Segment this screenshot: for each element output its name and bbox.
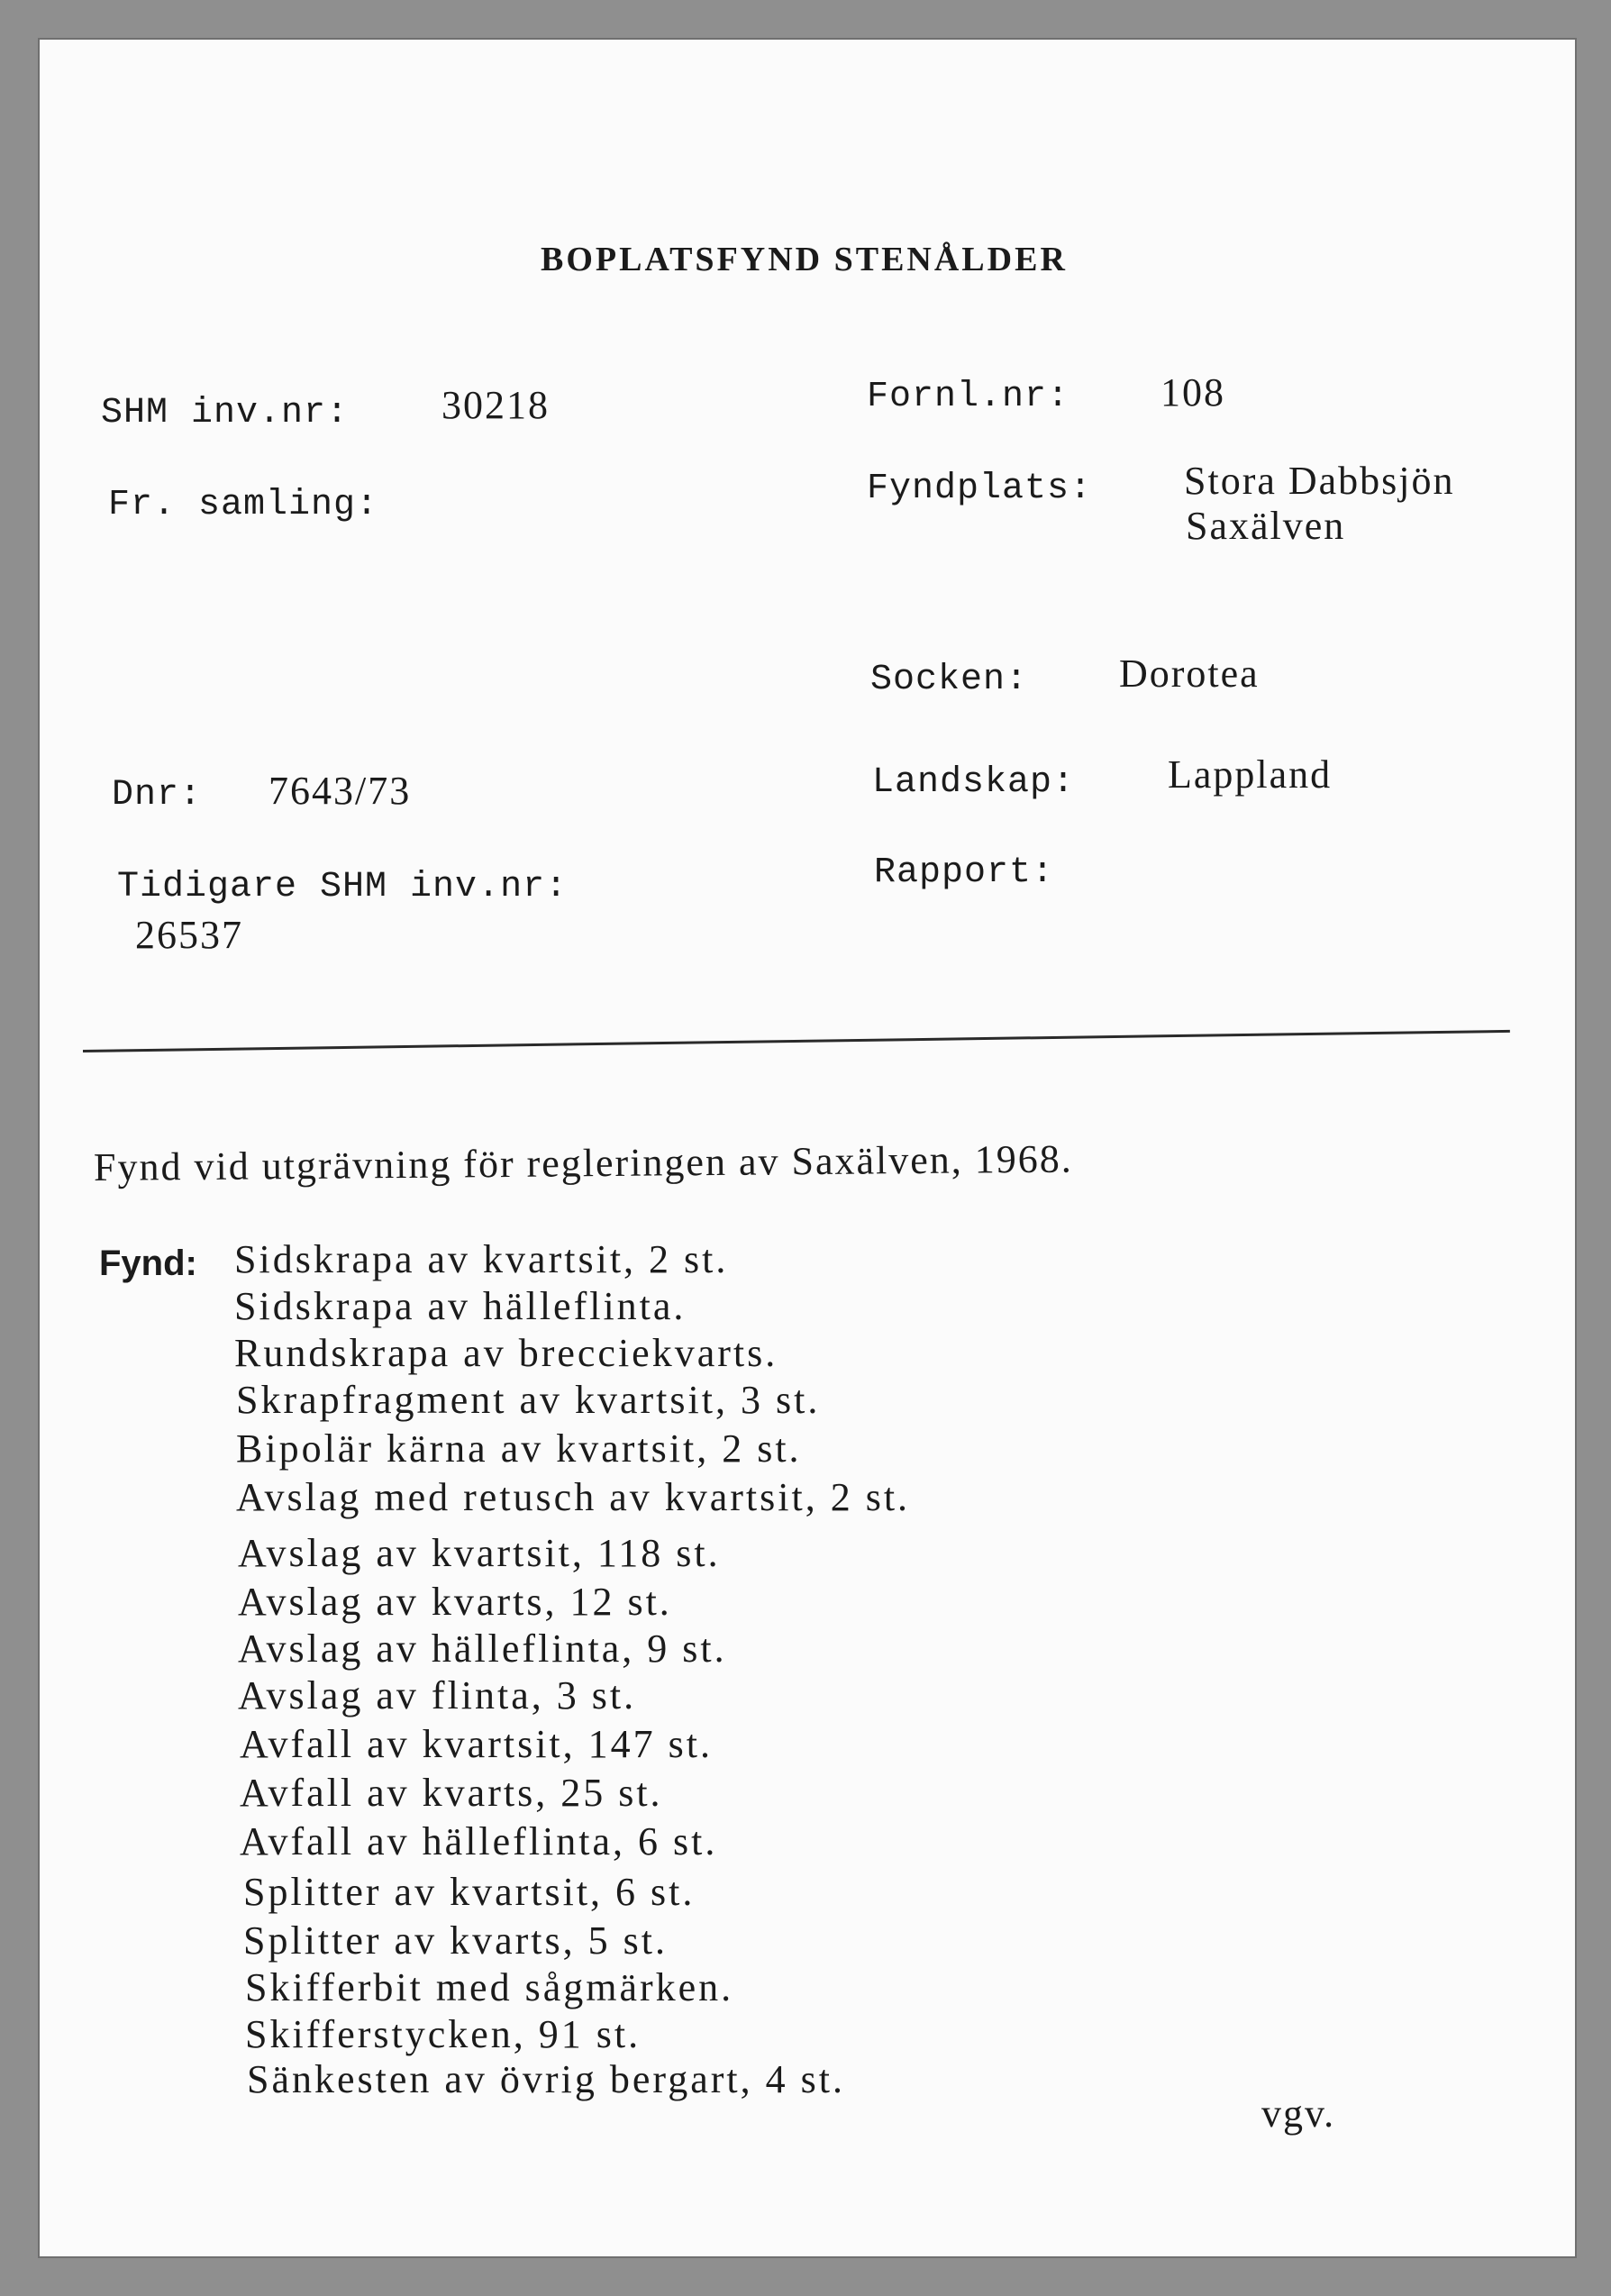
rapport-label: Rapport: — [874, 852, 1055, 893]
dnr-value: 7643/73 — [268, 769, 412, 813]
list-item: Avslag med retusch av kvartsit, 2 st. — [236, 1475, 911, 1519]
list-item: Avfall av hälleflinta, 6 st. — [240, 1819, 718, 1863]
fyndplats-line2: Saxälven — [1186, 504, 1346, 548]
shm-inv-label: SHM inv.nr: — [101, 393, 350, 433]
fynd-label: Fynd: — [99, 1244, 197, 1283]
socken-value: Dorotea — [1119, 651, 1260, 696]
list-item: Avslag av kvarts, 12 st. — [238, 1580, 672, 1624]
list-item: Avfall av kvarts, 25 st. — [240, 1771, 663, 1815]
list-item: Sänkesten av övrig bergart, 4 st. — [247, 2057, 845, 2101]
intro-text: Fynd vid utgrävning för regleringen av Saxälven, 1968. — [93, 1136, 1073, 1189]
landskap-label: Landskap: — [872, 762, 1076, 803]
dnr-label: Dnr: — [112, 775, 203, 815]
socken-label: Socken: — [870, 660, 1029, 700]
fornl-label: Fornl.nr: — [867, 377, 1070, 417]
tidigare-label: Tidigare SHM inv.nr: — [117, 867, 569, 907]
fyndplats-label: Fyndplats: — [867, 469, 1093, 509]
list-item: Splitter av kvartsit, 6 st. — [243, 1870, 696, 1914]
shm-inv-value: 30218 — [441, 383, 550, 427]
list-item: Avfall av kvartsit, 147 st. — [240, 1722, 713, 1766]
card-title: BOPLATSFYND STENÅLDER — [541, 241, 1068, 278]
list-item: Avslag av kvartsit, 118 st. — [238, 1531, 721, 1575]
list-item: Skifferstycken, 91 st. — [245, 2012, 642, 2056]
list-item: Skrapfragment av kvartsit, 3 st. — [236, 1378, 821, 1422]
fornl-value: 108 — [1160, 370, 1225, 415]
vgv-note: vgv. — [1261, 2091, 1336, 2136]
tidigare-value: 26537 — [135, 913, 243, 957]
list-item: Bipolär kärna av kvartsit, 2 st. — [236, 1426, 802, 1471]
fyndplats-line1: Stora Dabbsjön — [1184, 459, 1455, 503]
fr-samling-label: Fr. samling: — [108, 485, 379, 525]
list-item: Skifferbit med sågmärken. — [245, 1965, 734, 2009]
list-item: Rundskrapa av brecciekvarts. — [234, 1331, 778, 1375]
list-item: Splitter av kvarts, 5 st. — [243, 1918, 668, 1963]
list-item: Avslag av flinta, 3 st. — [238, 1673, 637, 1717]
list-item: Sidskrapa av hälleflinta. — [234, 1284, 687, 1328]
list-item: Sidskrapa av kvartsit, 2 st. — [234, 1237, 729, 1281]
landskap-value: Lappland — [1168, 752, 1333, 797]
list-item: Avslag av hälleflinta, 9 st. — [238, 1626, 727, 1671]
